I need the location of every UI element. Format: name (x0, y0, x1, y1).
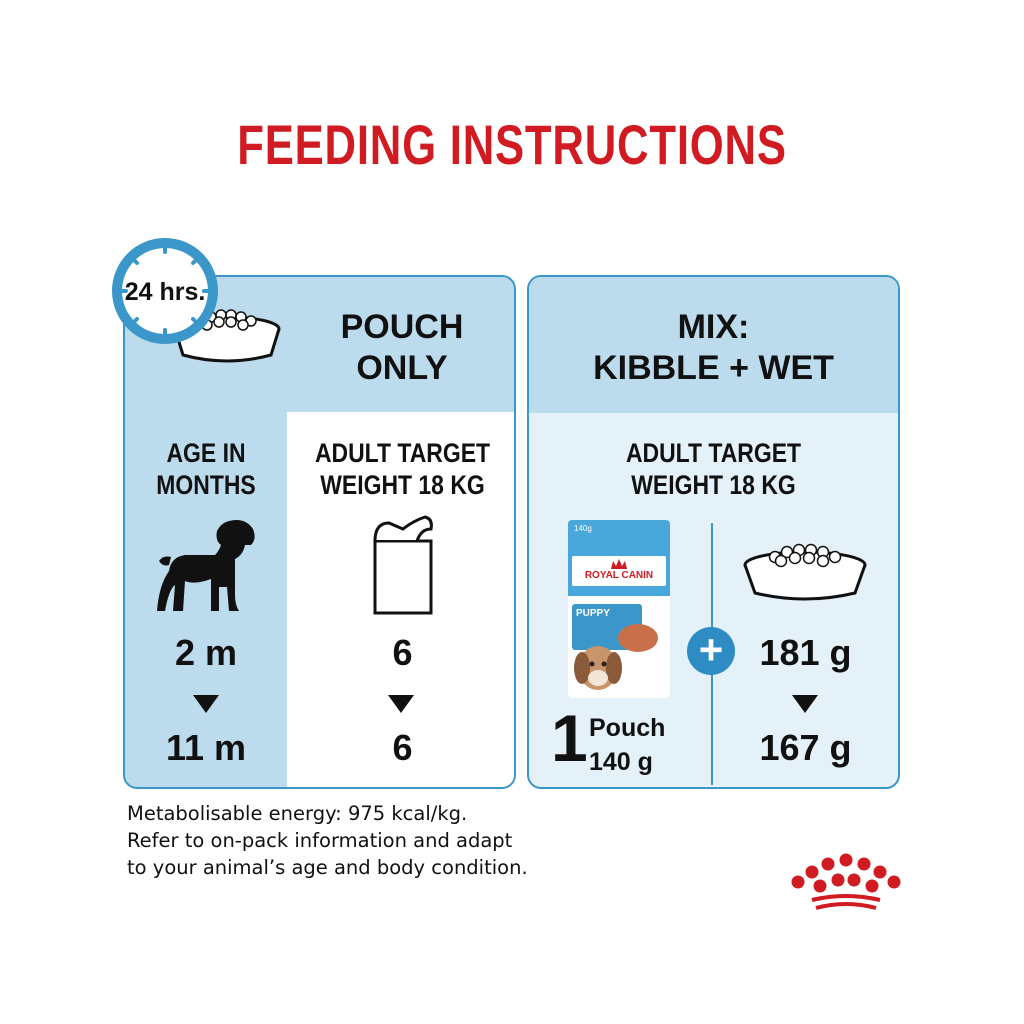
pack-brand-text: ROYAL CANIN (584, 570, 654, 581)
label-line: ADULT TARGET (625, 438, 802, 468)
heading-line: MIX: (677, 308, 750, 346)
kibble-end-value: 167 g (759, 727, 852, 768)
label-line: MONTHS (156, 470, 256, 501)
down-arrow-icon (193, 695, 219, 713)
pouch-count-end-value: 6 (392, 727, 413, 768)
label-line: ADULT TARGET (314, 438, 491, 468)
pack-logo-area (572, 556, 666, 586)
note-line: Refer to on-pack information and adapt (127, 829, 513, 852)
heading-line: KIBBLE + WET (593, 348, 834, 387)
pouch-only-panel (123, 275, 516, 789)
adult-target-weight-label (304, 437, 500, 502)
food-bowl-icon (741, 541, 869, 605)
note-line: to your animal’s age and body condition. (127, 856, 528, 879)
pouch-weight: 140 g (589, 748, 653, 776)
puppy-silhouette-icon (155, 515, 259, 615)
pack-variant-text: PUPPY (576, 608, 610, 619)
age-end-value: 11 m (165, 727, 247, 768)
pouch-only-heading (307, 307, 497, 389)
note-line: Metabolisable energy: 975 kcal/kg. (127, 802, 468, 825)
clock-label: 24 hrs. (124, 278, 206, 306)
pack-weight-label: 140g (574, 524, 592, 533)
adult-target-weight-label (557, 437, 871, 502)
age-start-value: 2 m (174, 632, 238, 673)
pouch-label: Pouch (589, 714, 666, 742)
pouch-description (589, 711, 665, 779)
kibble-start-value: 181 g (759, 632, 852, 673)
royal-canin-logo (790, 852, 902, 918)
label-line: WEIGHT 18 KG (320, 470, 485, 501)
mix-kibble-wet-panel (527, 275, 900, 789)
product-pouch-image (568, 520, 670, 698)
pack-puppy-image (570, 638, 626, 696)
page-title: FEEDING INSTRUCTIONS (237, 113, 787, 176)
pouch-count-start-value: 6 (392, 632, 413, 673)
down-arrow-icon (792, 695, 818, 713)
heading-line: POUCH (340, 308, 464, 346)
heading-line: ONLY (356, 348, 448, 387)
energy-note (127, 800, 528, 881)
clock-24-hours-icon (108, 234, 222, 348)
crown-icon (610, 558, 628, 570)
label-line: AGE IN (166, 438, 246, 468)
plus-icon: + (687, 627, 735, 675)
mix-heading (529, 307, 898, 389)
age-in-months-label (137, 437, 275, 502)
pouch-quantity: 1 (551, 701, 588, 775)
label-line: WEIGHT 18 KG (631, 470, 796, 501)
pouch-icon (369, 515, 437, 619)
down-arrow-icon (388, 695, 414, 713)
